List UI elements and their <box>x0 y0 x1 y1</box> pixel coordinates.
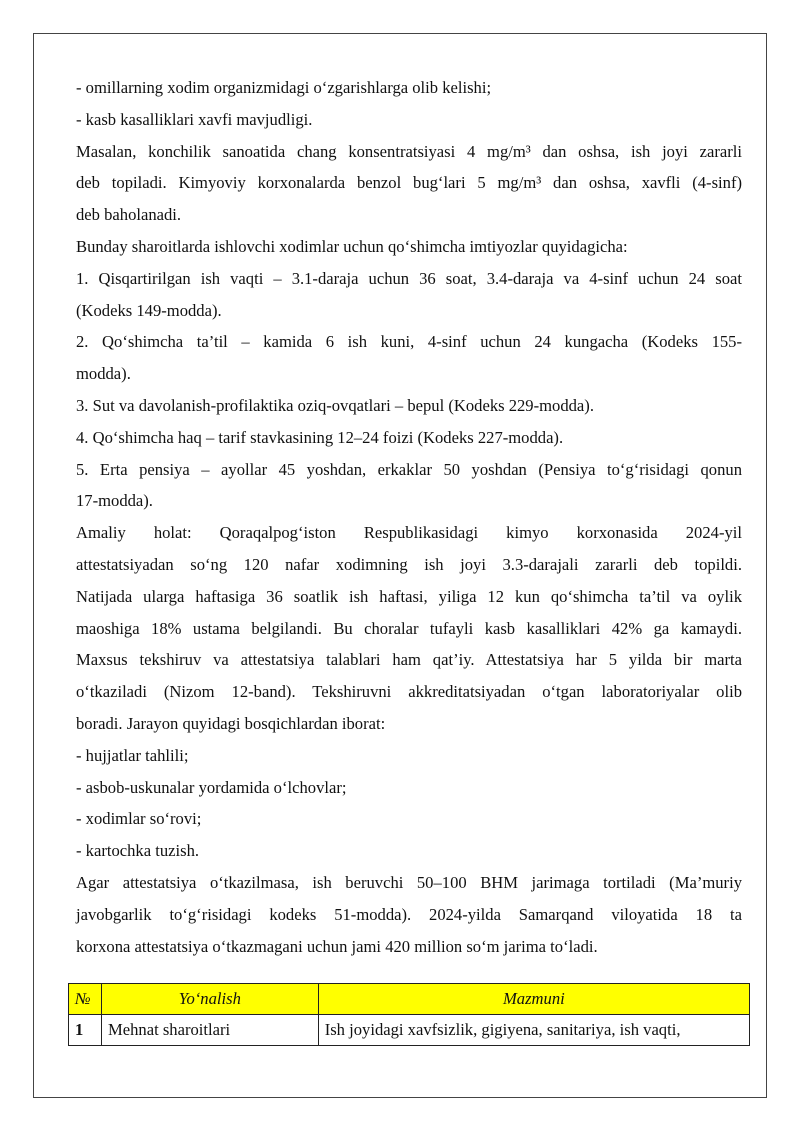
text-line: 1. Qisqartirilgan ish vaqti – 3.1-daraja uchun 36 soat, 3.4-daraja va 4-sinf uchun 24 soat <box>76 268 742 288</box>
text-line: 2. Qo‘shimcha ta’til – kamida 6 ish kuni, 4-sinf uchun 24 kungacha (Kodeks 155- <box>76 332 742 352</box>
text-line: attestatsiyadan so‘ng 120 nafar xodimning ish joyi 3.3-darajali zararli deb topildi. <box>76 554 742 574</box>
text-line: Maxsus tekshiruv va attestatsiya talablari ham qat’iy. Attestatsiya har 5 yilda bir marta <box>76 650 742 670</box>
table-row <box>69 1015 750 1046</box>
text-line: Agar attestatsiya o‘tkazilmasa, ish beruvchi 50–100 BHM jarimaga tortiladi (Ma’muriy <box>76 872 742 892</box>
text-line: modda). <box>76 364 131 384</box>
text-line: Amaliy holat: Qoraqalpog‘iston Respublikasidagi kimyo korxonasida 2024-yil <box>76 523 742 543</box>
text-line: - kartochka tuzish. <box>76 841 200 861</box>
table-header-row <box>69 984 750 1015</box>
text-line: - asbob-uskunalar yordamida o‘lchovlar; <box>76 777 347 797</box>
text-line: Bunday sharoitlarda ishlovchi xodimlar uchun qo‘shimcha imtiyozlar quyidagicha: <box>76 236 628 256</box>
header-content: Mazmuni <box>318 984 749 1015</box>
text-line: maoshiga 18% ustama belgilandi. Bu choralar tufayli kasb kasalliklari 42% ga kamaydi. <box>76 618 742 638</box>
text-line: - kasb kasalliklari xavfi mavjudligi. <box>76 109 313 129</box>
text-line: - omillarning xodim organizmidagi o‘zgarishlarga olib kelishi; <box>76 78 492 97</box>
header-direction: Yo‘nalish <box>101 984 318 1015</box>
header-number: № <box>69 984 102 1015</box>
text-line: - xodimlar so‘rovi; <box>76 809 202 829</box>
text-line: 17-modda). <box>76 491 153 511</box>
summary-table <box>68 983 750 1046</box>
row-number: 1 <box>69 1015 102 1046</box>
text-line: javobgarlik to‘g‘risidagi kodeks 51-modda). 2024-yilda Samarqand viloyatida 18 ta <box>76 904 742 924</box>
text-line: Natijada ularga haftasiga 36 soatlik ish haftasi, yiliga 12 kun qo‘shimcha ta’til va oylik <box>76 586 742 606</box>
text-line: 4. Qo‘shimcha haq – tarif stavkasining 12–24 foizi (Kodeks 227-modda). <box>76 427 564 447</box>
text-line: Masalan, konchilik sanoatida chang konsentratsiyasi 4 mg/m³ dan oshsa, ish joyi zararli <box>76 141 742 161</box>
row-direction: Mehnat sharoitlari <box>101 1015 318 1046</box>
text-line: boradi. Jarayon quyidagi bosqichlardan iborat: <box>76 713 386 733</box>
text-line: - hujjatlar tahlili; <box>76 745 189 765</box>
text-line: 3. Sut va davolanish-profilaktika oziq-ovqatlari – bepul (Kodeks 229-modda). <box>76 395 594 415</box>
text-line: 5. Erta pensiya – ayollar 45 yoshdan, erkaklar 50 yoshdan (Pensiya to‘g‘risidagi qonun <box>76 459 742 479</box>
row-content: Ish joyidagi xavfsizlik, gigiyena, sanitariya, ish vaqti, <box>318 1015 749 1046</box>
text-line: (Kodeks 149-modda). <box>76 300 222 320</box>
text-line: deb topiladi. Kimyoviy korxonalarda benzol bug‘lari 5 mg/m³ dan oshsa, xavfli (4-sinf) <box>76 173 742 193</box>
text-line: o‘tkaziladi (Nizom 12-band). Tekshiruvni akkreditatsiyadan o‘tgan laboratoriyalar olib <box>76 682 742 702</box>
text-line: deb baholanadi. <box>76 205 182 225</box>
document-body <box>76 72 742 962</box>
text-line: korxona attestatsiya o‘tkazmagani uchun jami 420 million so‘m jarima to‘ladi. <box>76 936 598 956</box>
